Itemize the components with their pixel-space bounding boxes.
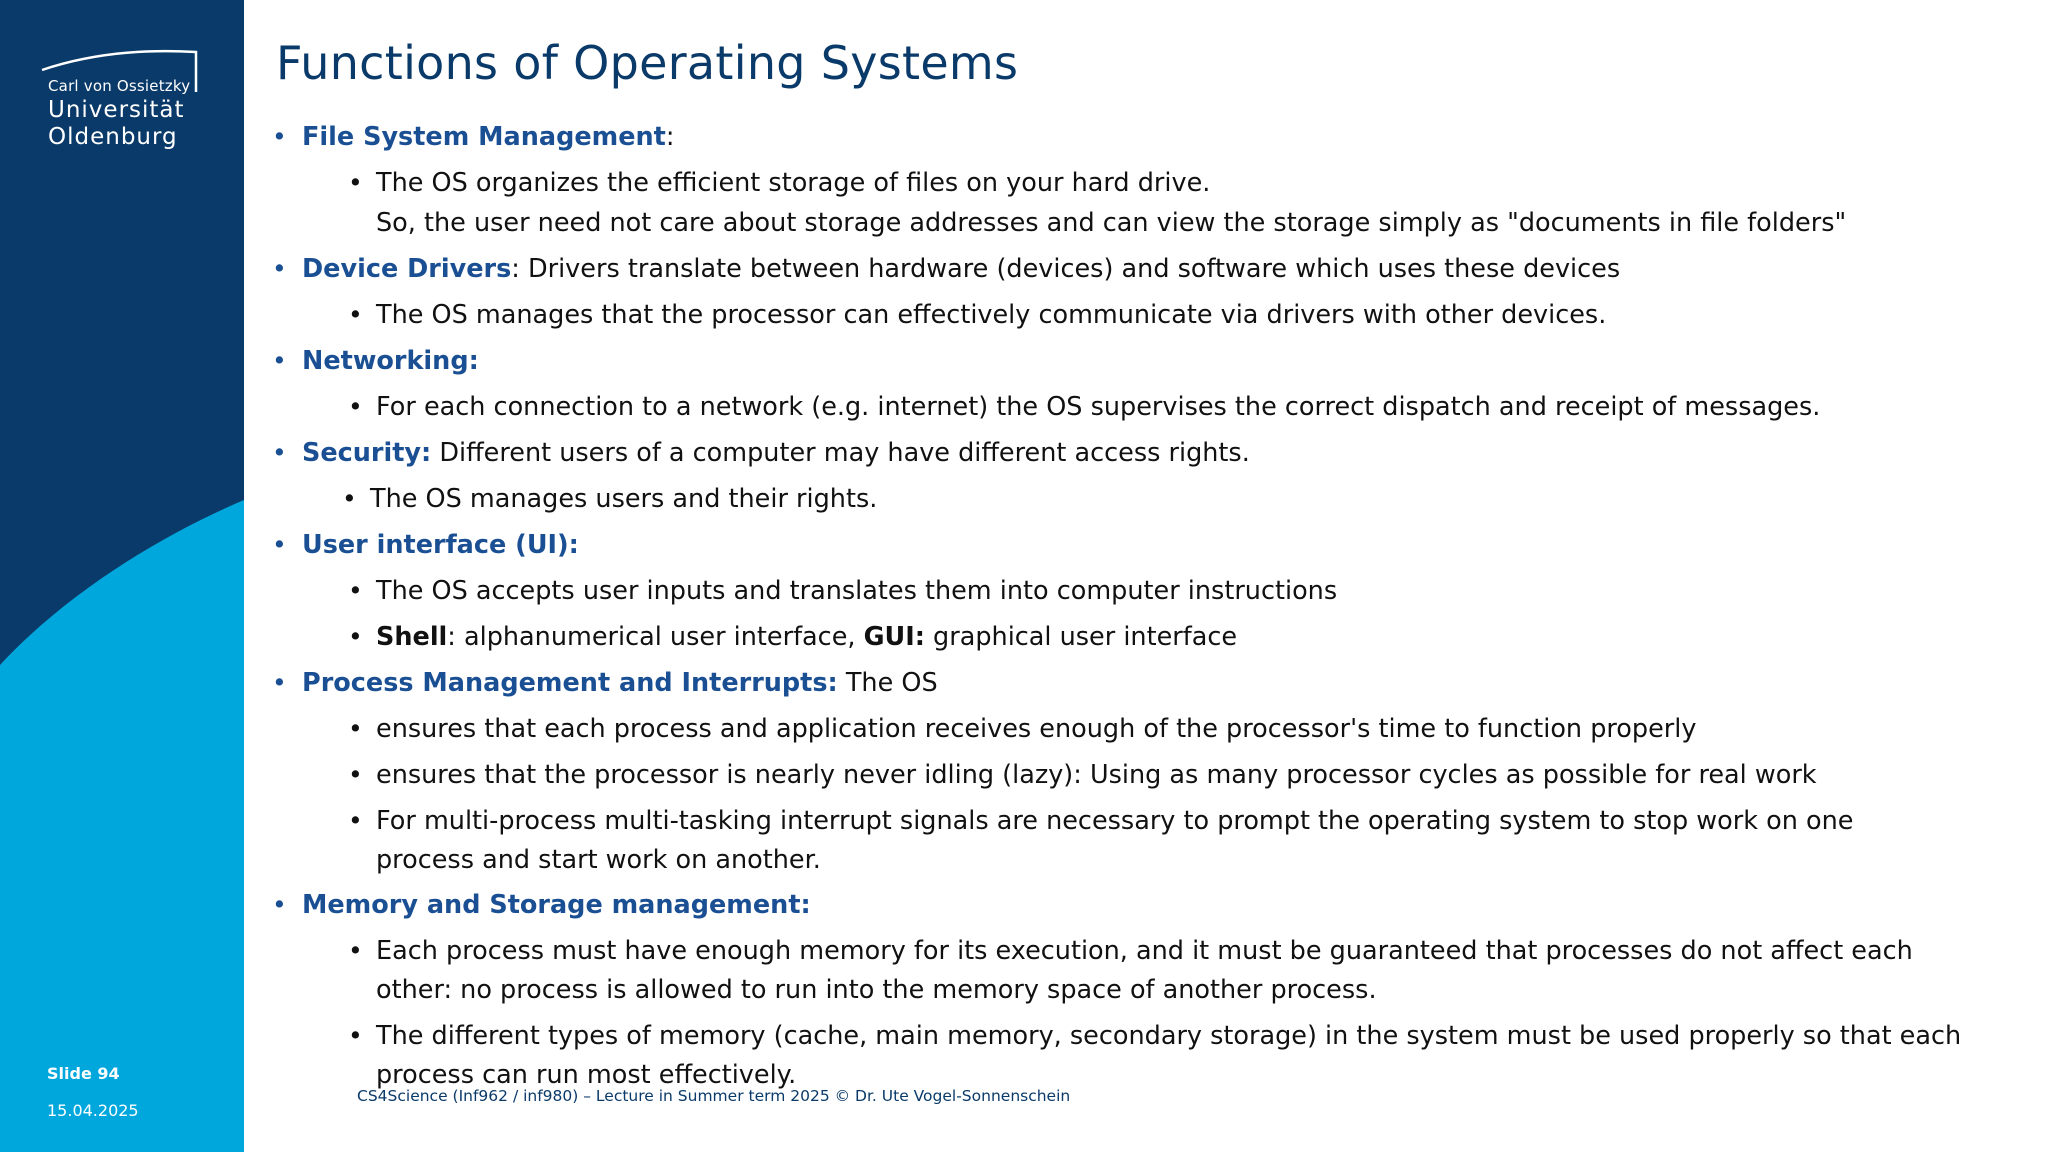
gui-term: GUI: <box>863 622 925 652</box>
page-title: Functions of Operating Systems <box>276 36 1019 90</box>
sub-item: The OS organizes the efficient storage of files on your hard drive. <box>376 168 1211 198</box>
shell-text: : alphanumerical user interface, <box>447 622 864 652</box>
slide-number: Slide 94 <box>47 1064 120 1083</box>
sub-item-continued: other: no process is allowed to run into the memory space of another process. <box>376 975 1377 1005</box>
item-label: Device Drivers <box>302 254 512 284</box>
sub-item-continued: process and start work on another. <box>376 845 821 875</box>
shell-term: Shell <box>376 622 448 652</box>
sub-item-shell-gui <box>376 620 1237 654</box>
item-text: : Drivers translate between hardware (devices) and software which uses these devices <box>511 254 1621 284</box>
item-label: Security: <box>302 438 432 468</box>
item-label: Process Management and Interrupts: <box>302 668 838 698</box>
list-item-networking <box>302 344 479 378</box>
sub-item: ensures that the processor is nearly never idling (lazy): Using as many processor cycles as possible for real work <box>376 760 1817 790</box>
list-item-device-drivers <box>302 252 1620 286</box>
bullet-icon: • <box>348 576 363 605</box>
sub-item-continued: process can run most effectively. <box>376 1060 797 1090</box>
bullet-icon: • <box>348 1021 363 1050</box>
sidebar <box>0 0 244 1152</box>
item-label: Networking: <box>302 346 479 376</box>
bullet-icon: • <box>348 760 363 789</box>
bullet-icon: • <box>272 346 287 375</box>
list-item-file-system <box>302 120 674 154</box>
bullet-icon: • <box>272 438 287 467</box>
bullet-icon: • <box>272 530 287 559</box>
sub-item: The OS manages that the processor can effectively communicate via drivers with other devices. <box>376 300 1607 330</box>
sub-item: Each process must have enough memory for its execution, and it must be guaranteed that processes do not affect each <box>376 936 1913 966</box>
footer-credit: CS4Science (Inf962 / inf980) – Lecture in Summer term 2025 © Dr. Ute Vogel-Sonnenschein <box>357 1087 1071 1105</box>
bullet-icon: • <box>272 890 287 919</box>
bullet-icon: • <box>348 622 363 651</box>
bullet-icon: • <box>272 122 287 151</box>
bullet-icon: • <box>348 168 363 197</box>
logo-line-3: Oldenburg <box>48 124 178 150</box>
sub-item-continued: So, the user need not care about storage addresses and can view the storage simply as "documents in file folders" <box>376 208 1847 238</box>
bullet-icon: • <box>348 806 363 835</box>
item-text: Different users of a computer may have different access rights. <box>431 438 1250 468</box>
sub-item: For each connection to a network (e.g. internet) the OS supervises the correct dispatch and receipt of messages. <box>376 392 1821 422</box>
sidebar-background <box>0 0 244 1152</box>
slide-date: 15.04.2025 <box>47 1101 139 1120</box>
sub-item: The OS accepts user inputs and translates them into computer instructions <box>376 576 1338 606</box>
bullet-icon: • <box>342 484 357 513</box>
sub-item: ensures that each process and application receives enough of the processor's time to function properly <box>376 714 1697 744</box>
list-item-process-management <box>302 666 938 700</box>
sub-item: The OS manages users and their rights. <box>370 484 878 514</box>
sub-item: The different types of memory (cache, main memory, secondary storage) in the system must be used properly so that each <box>376 1021 1962 1051</box>
item-label: File System Management <box>302 122 666 152</box>
list-item-memory <box>302 888 811 922</box>
item-text: : <box>665 122 675 152</box>
bullet-icon: • <box>348 392 363 421</box>
bullet-icon: • <box>348 936 363 965</box>
sub-item: For multi-process multi-tasking interrupt signals are necessary to prompt the operating system to stop work on one <box>376 806 1854 836</box>
bullet-icon: • <box>272 254 287 283</box>
list-item-user-interface <box>302 528 579 562</box>
bullet-icon: • <box>348 714 363 743</box>
item-label: Memory and Storage management: <box>302 890 811 920</box>
logo-line-2: Universität <box>48 97 185 123</box>
item-text: The OS <box>837 668 938 698</box>
gui-text: graphical user interface <box>924 622 1238 652</box>
list-item-security <box>302 436 1250 470</box>
bullet-icon: • <box>348 300 363 329</box>
logo-line-1: Carl von Ossietzky <box>48 77 191 95</box>
bullet-icon: • <box>272 668 287 697</box>
item-label: User interface (UI): <box>302 530 579 560</box>
